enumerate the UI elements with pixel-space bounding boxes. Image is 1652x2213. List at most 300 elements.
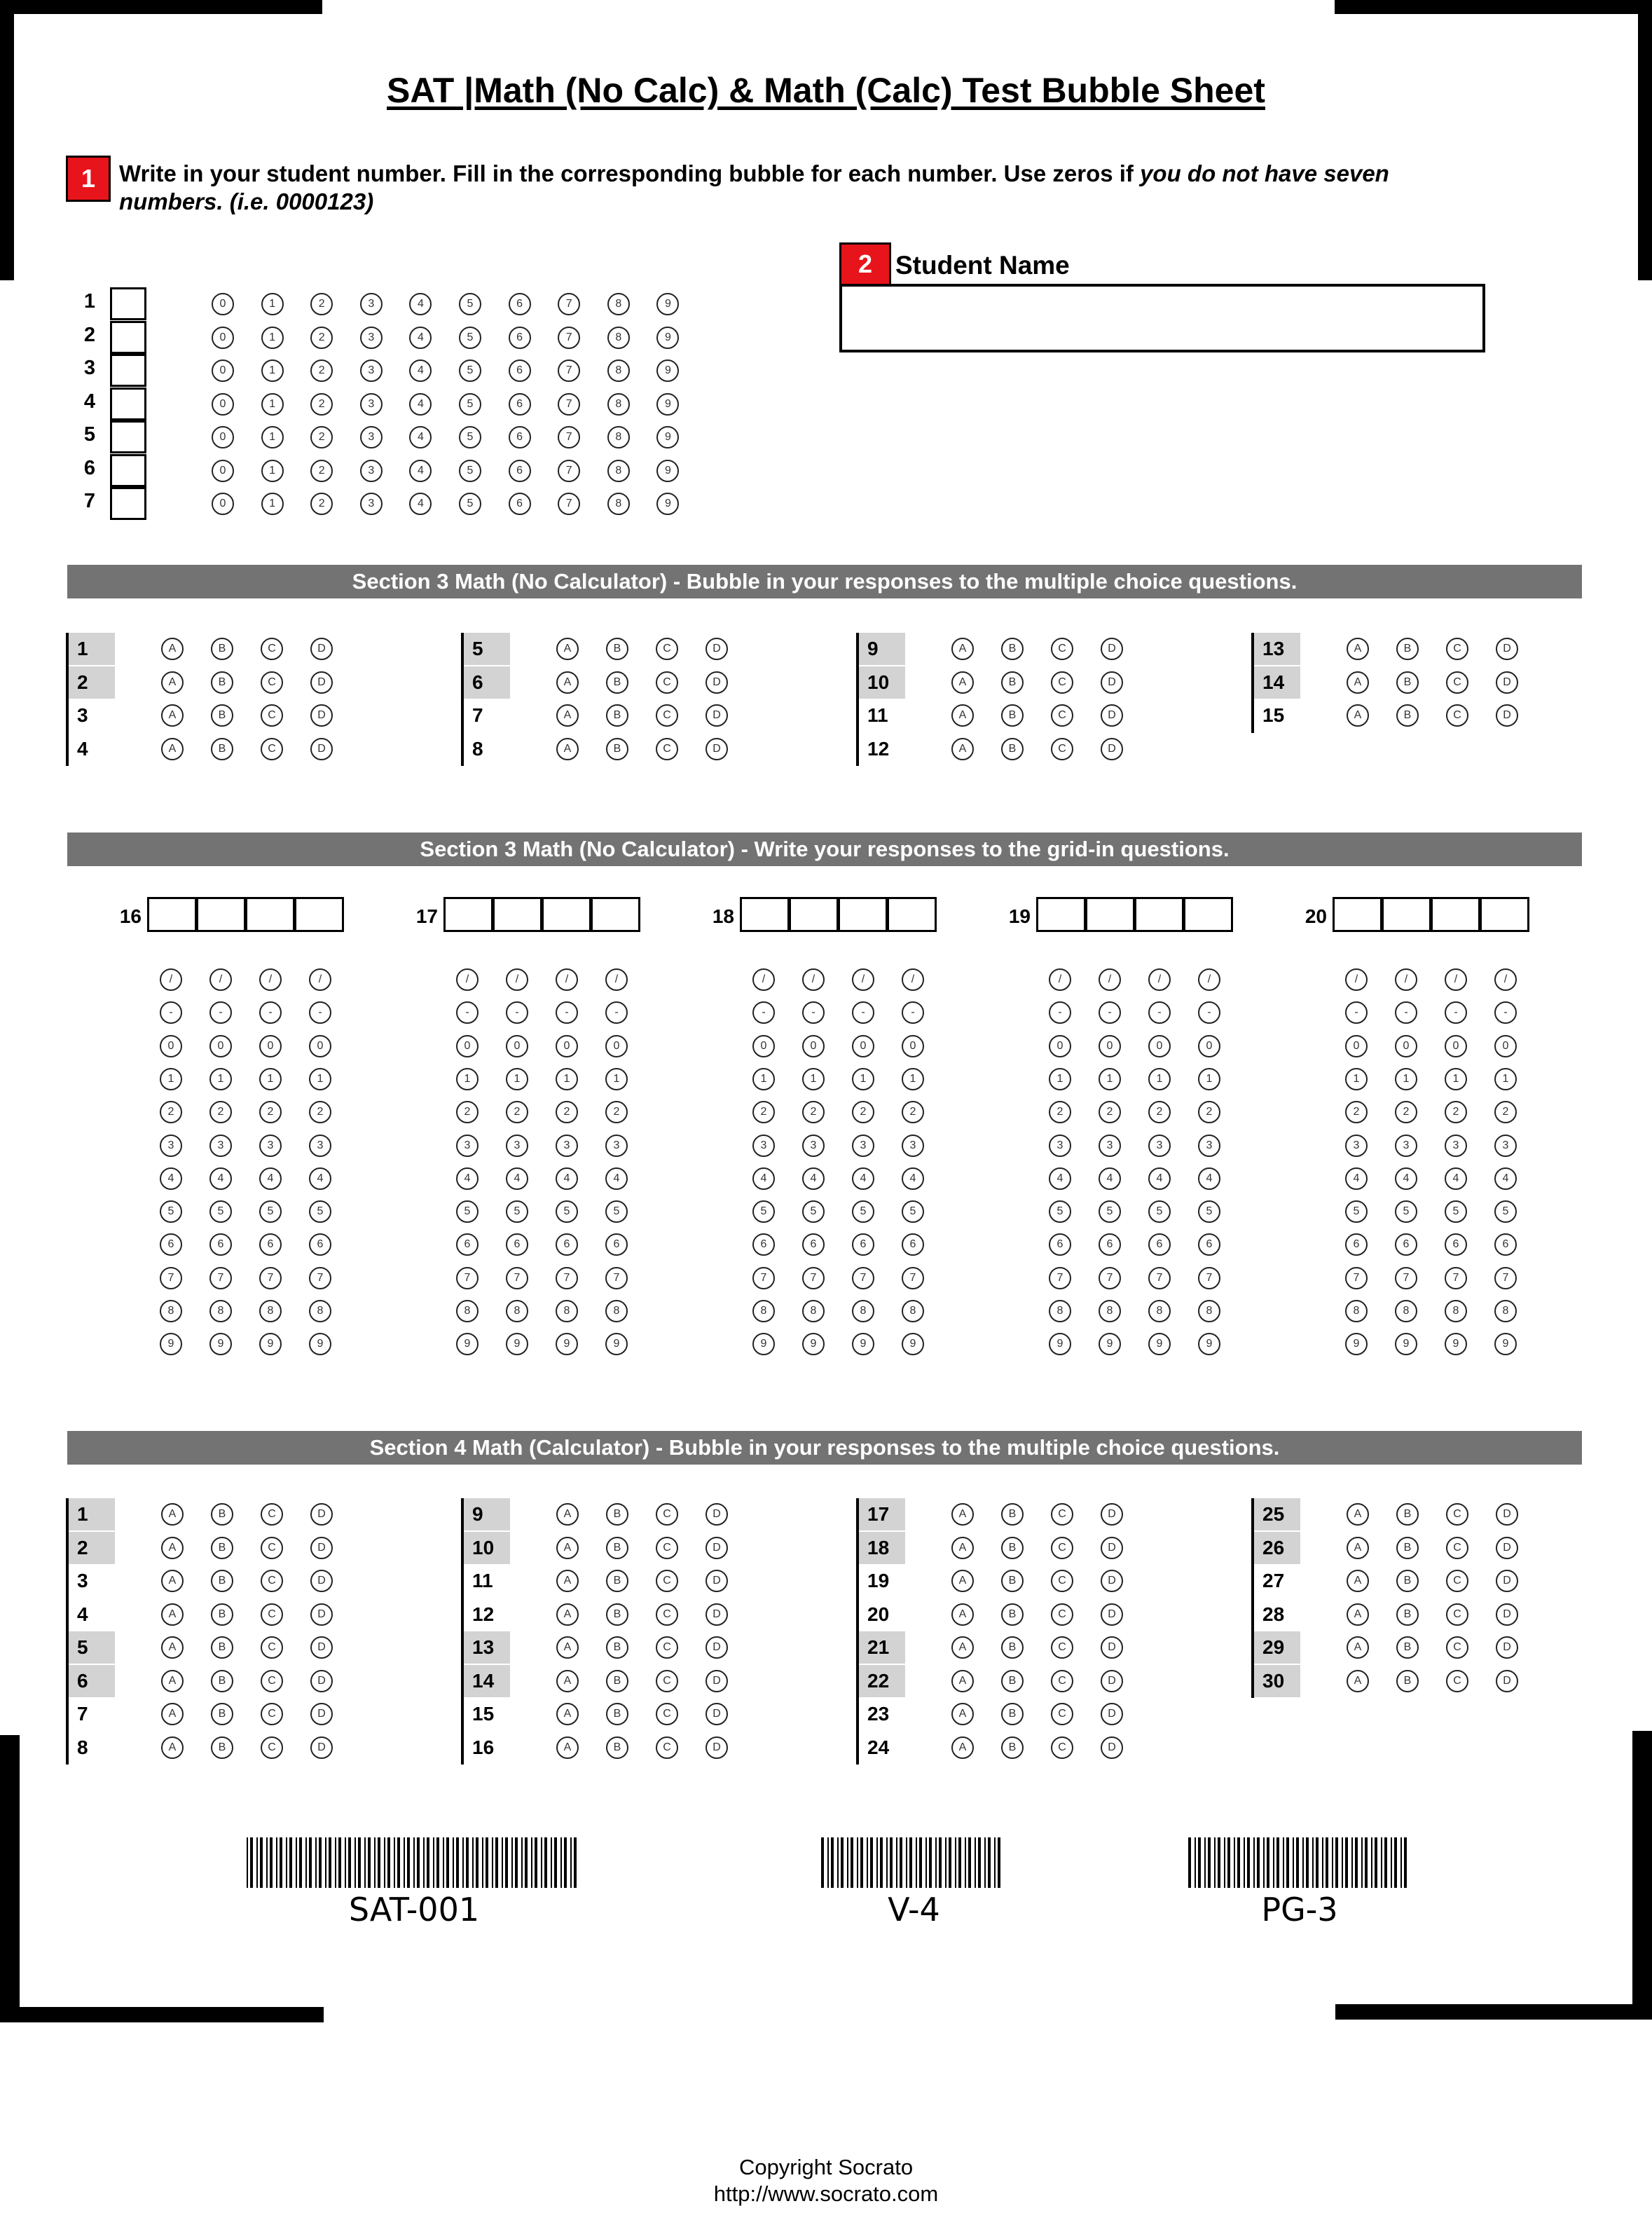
answer-bubble-b[interactable]: B bbox=[1001, 671, 1024, 694]
answer-bubble-b[interactable]: B bbox=[1001, 1736, 1024, 1759]
grid-in-bubble[interactable]: 4 bbox=[506, 1167, 528, 1190]
answer-bubble-b[interactable]: B bbox=[211, 1537, 233, 1559]
grid-in-bubble[interactable]: 8 bbox=[902, 1300, 924, 1322]
answer-bubble-d[interactable]: D bbox=[1496, 1603, 1518, 1626]
grid-in-bubble[interactable]: / bbox=[1049, 968, 1071, 991]
grid-in-bubble[interactable]: 1 bbox=[1049, 1068, 1071, 1090]
grid-in-bubble[interactable]: 0 bbox=[1494, 1035, 1517, 1057]
grid-in-bubble[interactable]: - bbox=[605, 1001, 628, 1024]
grid-in-bubble[interactable]: 0 bbox=[752, 1035, 775, 1057]
grid-in-bubble[interactable]: / bbox=[605, 968, 628, 991]
grid-in-bubble[interactable]: - bbox=[209, 1001, 232, 1024]
answer-bubble-b[interactable]: B bbox=[606, 738, 628, 760]
grid-in-bubble[interactable]: 2 bbox=[752, 1101, 775, 1123]
answer-bubble-c[interactable]: C bbox=[1446, 1670, 1468, 1692]
grid-in-bubble[interactable]: 1 bbox=[1395, 1068, 1417, 1090]
student-number-bubble[interactable]: 8 bbox=[607, 493, 630, 515]
grid-in-bubble[interactable]: 4 bbox=[1198, 1167, 1220, 1190]
grid-in-bubble[interactable]: 0 bbox=[506, 1035, 528, 1057]
grid-in-bubble[interactable]: 7 bbox=[605, 1267, 628, 1289]
grid-in-bubble[interactable]: 9 bbox=[556, 1333, 578, 1355]
answer-bubble-a[interactable]: A bbox=[556, 638, 579, 660]
answer-bubble-a[interactable]: A bbox=[161, 1503, 184, 1526]
grid-in-bubble[interactable]: 8 bbox=[1148, 1300, 1171, 1322]
answer-bubble-b[interactable]: B bbox=[606, 1670, 628, 1692]
grid-in-bubble[interactable]: 6 bbox=[1395, 1233, 1417, 1256]
student-number-bubble[interactable]: 8 bbox=[607, 327, 630, 349]
answer-bubble-a[interactable]: A bbox=[556, 1670, 579, 1692]
grid-in-bubble[interactable]: 9 bbox=[852, 1333, 874, 1355]
grid-in-bubble[interactable]: 8 bbox=[605, 1300, 628, 1322]
answer-bubble-d[interactable]: D bbox=[1496, 1570, 1518, 1592]
grid-in-bubble[interactable]: 6 bbox=[1049, 1233, 1071, 1256]
grid-in-bubble[interactable]: 4 bbox=[1494, 1167, 1517, 1190]
answer-bubble-a[interactable]: A bbox=[556, 1703, 579, 1725]
student-number-bubble[interactable]: 4 bbox=[409, 327, 432, 349]
grid-in-bubble[interactable]: 5 bbox=[556, 1200, 578, 1223]
answer-bubble-d[interactable]: D bbox=[705, 1703, 728, 1725]
answer-bubble-d[interactable]: D bbox=[310, 704, 333, 727]
grid-in-bubble[interactable]: 4 bbox=[456, 1167, 479, 1190]
grid-in-bubble[interactable]: 2 bbox=[1148, 1101, 1171, 1123]
grid-in-bubble[interactable]: - bbox=[1345, 1001, 1368, 1024]
grid-in-bubble[interactable]: 1 bbox=[556, 1068, 578, 1090]
answer-bubble-c[interactable]: C bbox=[1446, 1603, 1468, 1626]
grid-in-bubble[interactable]: 4 bbox=[802, 1167, 825, 1190]
grid-in-bubble[interactable]: 5 bbox=[259, 1200, 282, 1223]
grid-in-bubble[interactable]: 0 bbox=[160, 1035, 182, 1057]
answer-bubble-a[interactable]: A bbox=[556, 1736, 579, 1759]
grid-in-bubble[interactable]: 4 bbox=[1099, 1167, 1121, 1190]
grid-in-answer-box[interactable] bbox=[1036, 897, 1086, 932]
answer-bubble-b[interactable]: B bbox=[211, 1703, 233, 1725]
grid-in-bubble[interactable]: 0 bbox=[1395, 1035, 1417, 1057]
grid-in-answer-box[interactable] bbox=[1382, 897, 1431, 932]
grid-in-bubble[interactable]: 4 bbox=[309, 1167, 331, 1190]
grid-in-bubble[interactable]: 0 bbox=[456, 1035, 479, 1057]
grid-in-bubble[interactable]: 7 bbox=[902, 1267, 924, 1289]
grid-in-bubble[interactable]: 0 bbox=[852, 1035, 874, 1057]
student-number-digit-box[interactable] bbox=[110, 487, 146, 520]
grid-in-answer-box[interactable] bbox=[1431, 897, 1480, 932]
student-number-bubble[interactable]: 2 bbox=[310, 493, 333, 515]
grid-in-bubble[interactable]: 5 bbox=[1494, 1200, 1517, 1223]
student-number-bubble[interactable]: 6 bbox=[509, 460, 531, 482]
grid-in-bubble[interactable]: 9 bbox=[456, 1333, 479, 1355]
student-number-bubble[interactable]: 2 bbox=[310, 359, 333, 382]
grid-in-bubble[interactable]: 8 bbox=[309, 1300, 331, 1322]
grid-in-bubble[interactable]: 2 bbox=[1049, 1101, 1071, 1123]
grid-in-bubble[interactable]: 6 bbox=[259, 1233, 282, 1256]
grid-in-bubble[interactable]: 8 bbox=[456, 1300, 479, 1322]
grid-in-bubble[interactable]: 2 bbox=[456, 1101, 479, 1123]
grid-in-bubble[interactable]: 4 bbox=[852, 1167, 874, 1190]
answer-bubble-d[interactable]: D bbox=[310, 1636, 333, 1659]
grid-in-bubble[interactable]: 5 bbox=[1345, 1200, 1368, 1223]
grid-in-bubble[interactable]: 6 bbox=[1099, 1233, 1121, 1256]
grid-in-bubble[interactable]: 3 bbox=[1494, 1135, 1517, 1157]
grid-in-bubble[interactable]: 0 bbox=[605, 1035, 628, 1057]
grid-in-bubble[interactable]: 0 bbox=[556, 1035, 578, 1057]
student-number-bubble[interactable]: 4 bbox=[409, 359, 432, 382]
student-number-bubble[interactable]: 3 bbox=[360, 293, 383, 315]
grid-in-bubble[interactable]: 0 bbox=[1198, 1035, 1220, 1057]
answer-bubble-c[interactable]: C bbox=[656, 1503, 678, 1526]
grid-in-bubble[interactable]: 5 bbox=[456, 1200, 479, 1223]
grid-in-bubble[interactable]: 5 bbox=[1049, 1200, 1071, 1223]
grid-in-answer-box[interactable] bbox=[294, 897, 344, 932]
grid-in-bubble[interactable]: 0 bbox=[1445, 1035, 1467, 1057]
answer-bubble-b[interactable]: B bbox=[1396, 1570, 1419, 1592]
answer-bubble-b[interactable]: B bbox=[606, 1503, 628, 1526]
answer-bubble-a[interactable]: A bbox=[161, 638, 184, 660]
grid-in-bubble[interactable]: / bbox=[309, 968, 331, 991]
grid-in-bubble[interactable]: 9 bbox=[259, 1333, 282, 1355]
grid-in-bubble[interactable]: 5 bbox=[902, 1200, 924, 1223]
grid-in-bubble[interactable]: 3 bbox=[1445, 1135, 1467, 1157]
student-number-bubble[interactable]: 1 bbox=[261, 460, 284, 482]
answer-bubble-c[interactable]: C bbox=[1051, 638, 1073, 660]
grid-in-bubble[interactable]: 1 bbox=[1445, 1068, 1467, 1090]
answer-bubble-d[interactable]: D bbox=[705, 1670, 728, 1692]
grid-in-bubble[interactable]: 7 bbox=[556, 1267, 578, 1289]
answer-bubble-c[interactable]: C bbox=[1446, 1537, 1468, 1559]
grid-in-bubble[interactable]: 3 bbox=[802, 1135, 825, 1157]
grid-in-bubble[interactable]: 0 bbox=[1099, 1035, 1121, 1057]
answer-bubble-d[interactable]: D bbox=[310, 1736, 333, 1759]
grid-in-bubble[interactable]: / bbox=[1099, 968, 1121, 991]
grid-in-bubble[interactable]: 2 bbox=[1198, 1101, 1220, 1123]
grid-in-bubble[interactable]: 6 bbox=[209, 1233, 232, 1256]
grid-in-bubble[interactable]: 4 bbox=[1445, 1167, 1467, 1190]
answer-bubble-a[interactable]: A bbox=[556, 1503, 579, 1526]
student-number-bubble[interactable]: 4 bbox=[409, 460, 432, 482]
grid-in-answer-box[interactable] bbox=[443, 897, 493, 932]
grid-in-bubble[interactable]: / bbox=[1494, 968, 1517, 991]
grid-in-bubble[interactable]: 2 bbox=[852, 1101, 874, 1123]
grid-in-answer-box[interactable] bbox=[740, 897, 790, 932]
answer-bubble-c[interactable]: C bbox=[656, 638, 678, 660]
answer-bubble-c[interactable]: C bbox=[1051, 1537, 1073, 1559]
grid-in-answer-box[interactable] bbox=[147, 897, 197, 932]
answer-bubble-b[interactable]: B bbox=[606, 671, 628, 694]
student-number-bubble[interactable]: 9 bbox=[656, 426, 679, 448]
grid-in-bubble[interactable]: 7 bbox=[1198, 1267, 1220, 1289]
answer-bubble-c[interactable]: C bbox=[261, 704, 283, 727]
answer-bubble-a[interactable]: A bbox=[161, 1537, 184, 1559]
grid-in-bubble[interactable]: 0 bbox=[1049, 1035, 1071, 1057]
grid-in-bubble[interactable]: 1 bbox=[1345, 1068, 1368, 1090]
grid-in-bubble[interactable]: 2 bbox=[605, 1101, 628, 1123]
grid-in-bubble[interactable]: 8 bbox=[1494, 1300, 1517, 1322]
grid-in-bubble[interactable]: 8 bbox=[506, 1300, 528, 1322]
answer-bubble-b[interactable]: B bbox=[606, 1636, 628, 1659]
grid-in-bubble[interactable]: - bbox=[556, 1001, 578, 1024]
grid-in-bubble[interactable]: 8 bbox=[752, 1300, 775, 1322]
grid-in-bubble[interactable]: 9 bbox=[605, 1333, 628, 1355]
student-number-bubble[interactable]: 1 bbox=[261, 327, 284, 349]
answer-bubble-c[interactable]: C bbox=[261, 1603, 283, 1626]
grid-in-bubble[interactable]: 2 bbox=[160, 1101, 182, 1123]
answer-bubble-a[interactable]: A bbox=[556, 1603, 579, 1626]
grid-in-bubble[interactable]: 1 bbox=[852, 1068, 874, 1090]
student-number-bubble[interactable]: 3 bbox=[360, 393, 383, 416]
answer-bubble-b[interactable]: B bbox=[606, 1603, 628, 1626]
grid-in-bubble[interactable]: 3 bbox=[1345, 1135, 1368, 1157]
grid-in-bubble[interactable]: 2 bbox=[259, 1101, 282, 1123]
grid-in-bubble[interactable]: 0 bbox=[902, 1035, 924, 1057]
student-number-bubble[interactable]: 3 bbox=[360, 359, 383, 382]
student-number-bubble[interactable]: 1 bbox=[261, 426, 284, 448]
answer-bubble-b[interactable]: B bbox=[1396, 1503, 1419, 1526]
answer-bubble-a[interactable]: A bbox=[556, 1636, 579, 1659]
grid-in-bubble[interactable]: 0 bbox=[1148, 1035, 1171, 1057]
answer-bubble-d[interactable]: D bbox=[705, 1537, 728, 1559]
answer-bubble-a[interactable]: A bbox=[951, 638, 974, 660]
answer-bubble-a[interactable]: A bbox=[556, 671, 579, 694]
student-number-bubble[interactable]: 0 bbox=[212, 393, 234, 416]
grid-in-bubble[interactable]: 0 bbox=[309, 1035, 331, 1057]
grid-in-bubble[interactable]: 7 bbox=[1049, 1267, 1071, 1289]
grid-in-bubble[interactable]: 7 bbox=[1345, 1267, 1368, 1289]
student-number-bubble[interactable]: 7 bbox=[558, 493, 580, 515]
answer-bubble-a[interactable]: A bbox=[951, 1503, 974, 1526]
student-number-bubble[interactable]: 2 bbox=[310, 460, 333, 482]
grid-in-bubble[interactable]: 5 bbox=[802, 1200, 825, 1223]
answer-bubble-b[interactable]: B bbox=[1396, 671, 1419, 694]
answer-bubble-b[interactable]: B bbox=[1001, 1537, 1024, 1559]
student-number-bubble[interactable]: 8 bbox=[607, 426, 630, 448]
grid-in-bubble[interactable]: 4 bbox=[1345, 1167, 1368, 1190]
answer-bubble-c[interactable]: C bbox=[1446, 671, 1468, 694]
answer-bubble-d[interactable]: D bbox=[310, 671, 333, 694]
grid-in-bubble[interactable]: 2 bbox=[556, 1101, 578, 1123]
grid-in-bubble[interactable]: 2 bbox=[1099, 1101, 1121, 1123]
student-number-bubble[interactable]: 7 bbox=[558, 460, 580, 482]
answer-bubble-c[interactable]: C bbox=[261, 1636, 283, 1659]
student-number-bubble[interactable]: 5 bbox=[459, 393, 481, 416]
grid-in-bubble[interactable]: 4 bbox=[1049, 1167, 1071, 1190]
grid-in-bubble[interactable]: 6 bbox=[752, 1233, 775, 1256]
grid-in-bubble[interactable]: 2 bbox=[1345, 1101, 1368, 1123]
answer-bubble-c[interactable]: C bbox=[656, 1636, 678, 1659]
answer-bubble-d[interactable]: D bbox=[1496, 638, 1518, 660]
answer-bubble-a[interactable]: A bbox=[161, 704, 184, 727]
grid-in-bubble[interactable]: 9 bbox=[309, 1333, 331, 1355]
grid-in-bubble[interactable]: 3 bbox=[309, 1135, 331, 1157]
grid-in-bubble[interactable]: 1 bbox=[1494, 1068, 1517, 1090]
grid-in-bubble[interactable]: / bbox=[506, 968, 528, 991]
grid-in-bubble[interactable]: 3 bbox=[605, 1135, 628, 1157]
answer-bubble-d[interactable]: D bbox=[705, 1503, 728, 1526]
grid-in-bubble[interactable]: 3 bbox=[160, 1135, 182, 1157]
grid-in-bubble[interactable]: 6 bbox=[309, 1233, 331, 1256]
answer-bubble-b[interactable]: B bbox=[211, 1636, 233, 1659]
grid-in-bubble[interactable]: - bbox=[506, 1001, 528, 1024]
answer-bubble-c[interactable]: C bbox=[656, 1670, 678, 1692]
grid-in-bubble[interactable]: - bbox=[1148, 1001, 1171, 1024]
grid-in-bubble[interactable]: 8 bbox=[209, 1300, 232, 1322]
grid-in-bubble[interactable]: 3 bbox=[752, 1135, 775, 1157]
grid-in-bubble[interactable]: 9 bbox=[1445, 1333, 1467, 1355]
grid-in-bubble[interactable]: 1 bbox=[506, 1068, 528, 1090]
grid-in-bubble[interactable]: 1 bbox=[456, 1068, 479, 1090]
student-number-bubble[interactable]: 6 bbox=[509, 359, 531, 382]
answer-bubble-c[interactable]: C bbox=[1446, 1570, 1468, 1592]
answer-bubble-c[interactable]: C bbox=[656, 1570, 678, 1592]
student-number-bubble[interactable]: 7 bbox=[558, 393, 580, 416]
grid-in-answer-box[interactable] bbox=[838, 897, 888, 932]
student-number-bubble[interactable]: 3 bbox=[360, 327, 383, 349]
answer-bubble-d[interactable]: D bbox=[1496, 671, 1518, 694]
student-number-bubble[interactable]: 2 bbox=[310, 393, 333, 416]
answer-bubble-a[interactable]: A bbox=[1347, 1636, 1369, 1659]
grid-in-bubble[interactable]: 3 bbox=[902, 1135, 924, 1157]
student-number-bubble[interactable]: 1 bbox=[261, 393, 284, 416]
answer-bubble-c[interactable]: C bbox=[1446, 704, 1468, 727]
grid-in-bubble[interactable]: - bbox=[259, 1001, 282, 1024]
grid-in-bubble[interactable]: 8 bbox=[1445, 1300, 1467, 1322]
student-number-bubble[interactable]: 6 bbox=[509, 327, 531, 349]
grid-in-bubble[interactable]: 1 bbox=[1148, 1068, 1171, 1090]
answer-bubble-c[interactable]: C bbox=[1051, 1670, 1073, 1692]
grid-in-bubble[interactable]: 5 bbox=[1395, 1200, 1417, 1223]
grid-in-answer-box[interactable] bbox=[1085, 897, 1135, 932]
answer-bubble-b[interactable]: B bbox=[1396, 1603, 1419, 1626]
answer-bubble-c[interactable]: C bbox=[1446, 638, 1468, 660]
answer-bubble-b[interactable]: B bbox=[211, 671, 233, 694]
answer-bubble-b[interactable]: B bbox=[1001, 1636, 1024, 1659]
student-number-bubble[interactable]: 5 bbox=[459, 493, 481, 515]
answer-bubble-c[interactable]: C bbox=[1446, 1636, 1468, 1659]
grid-in-bubble[interactable]: 6 bbox=[605, 1233, 628, 1256]
answer-bubble-b[interactable]: B bbox=[606, 638, 628, 660]
grid-in-answer-box[interactable] bbox=[789, 897, 839, 932]
student-number-bubble[interactable]: 9 bbox=[656, 460, 679, 482]
answer-bubble-d[interactable]: D bbox=[1101, 1703, 1123, 1725]
student-number-bubble[interactable]: 7 bbox=[558, 327, 580, 349]
answer-bubble-a[interactable]: A bbox=[951, 1570, 974, 1592]
answer-bubble-d[interactable]: D bbox=[1101, 1603, 1123, 1626]
grid-in-answer-box[interactable] bbox=[542, 897, 591, 932]
grid-in-bubble[interactable]: 3 bbox=[1148, 1135, 1171, 1157]
grid-in-bubble[interactable]: 3 bbox=[852, 1135, 874, 1157]
grid-in-bubble[interactable]: / bbox=[1395, 968, 1417, 991]
answer-bubble-d[interactable]: D bbox=[1496, 1537, 1518, 1559]
grid-in-bubble[interactable]: 5 bbox=[309, 1200, 331, 1223]
answer-bubble-c[interactable]: C bbox=[1051, 1703, 1073, 1725]
student-number-digit-box[interactable] bbox=[110, 388, 146, 420]
answer-bubble-c[interactable]: C bbox=[656, 1703, 678, 1725]
grid-in-bubble[interactable]: 4 bbox=[1395, 1167, 1417, 1190]
answer-bubble-a[interactable]: A bbox=[951, 704, 974, 727]
grid-in-answer-box[interactable] bbox=[1183, 897, 1233, 932]
answer-bubble-c[interactable]: C bbox=[261, 1537, 283, 1559]
grid-in-bubble[interactable]: / bbox=[1345, 968, 1368, 991]
answer-bubble-b[interactable]: B bbox=[1001, 1670, 1024, 1692]
answer-bubble-a[interactable]: A bbox=[161, 1636, 184, 1659]
answer-bubble-c[interactable]: C bbox=[656, 704, 678, 727]
answer-bubble-c[interactable]: C bbox=[1051, 1636, 1073, 1659]
answer-bubble-b[interactable]: B bbox=[1001, 638, 1024, 660]
grid-in-bubble[interactable]: 6 bbox=[902, 1233, 924, 1256]
student-number-bubble[interactable]: 6 bbox=[509, 393, 531, 416]
grid-in-bubble[interactable]: / bbox=[902, 968, 924, 991]
grid-in-bubble[interactable]: 2 bbox=[802, 1101, 825, 1123]
student-number-bubble[interactable]: 7 bbox=[558, 426, 580, 448]
grid-in-bubble[interactable]: 7 bbox=[1148, 1267, 1171, 1289]
grid-in-bubble[interactable]: 6 bbox=[456, 1233, 479, 1256]
answer-bubble-c[interactable]: C bbox=[656, 1736, 678, 1759]
answer-bubble-d[interactable]: D bbox=[1101, 704, 1123, 727]
answer-bubble-c[interactable]: C bbox=[261, 1670, 283, 1692]
student-number-bubble[interactable]: 9 bbox=[656, 327, 679, 349]
answer-bubble-d[interactable]: D bbox=[310, 1703, 333, 1725]
grid-in-bubble[interactable]: 8 bbox=[1099, 1300, 1121, 1322]
grid-in-bubble[interactable]: 6 bbox=[556, 1233, 578, 1256]
student-number-bubble[interactable]: 3 bbox=[360, 460, 383, 482]
grid-in-bubble[interactable]: 4 bbox=[209, 1167, 232, 1190]
grid-in-bubble[interactable]: / bbox=[802, 968, 825, 991]
answer-bubble-a[interactable]: A bbox=[1347, 1670, 1369, 1692]
answer-bubble-d[interactable]: D bbox=[1101, 738, 1123, 760]
answer-bubble-c[interactable]: C bbox=[261, 1703, 283, 1725]
student-number-bubble[interactable]: 3 bbox=[360, 426, 383, 448]
student-number-bubble[interactable]: 0 bbox=[212, 426, 234, 448]
grid-in-bubble[interactable]: 7 bbox=[259, 1267, 282, 1289]
grid-in-bubble[interactable]: 6 bbox=[1345, 1233, 1368, 1256]
student-number-bubble[interactable]: 8 bbox=[607, 359, 630, 382]
answer-bubble-a[interactable]: A bbox=[951, 738, 974, 760]
answer-bubble-d[interactable]: D bbox=[705, 704, 728, 727]
answer-bubble-c[interactable]: C bbox=[1446, 1503, 1468, 1526]
student-number-bubble[interactable]: 9 bbox=[656, 359, 679, 382]
student-number-bubble[interactable]: 0 bbox=[212, 359, 234, 382]
grid-in-bubble[interactable]: / bbox=[1148, 968, 1171, 991]
student-number-digit-box[interactable] bbox=[110, 354, 146, 387]
answer-bubble-b[interactable]: B bbox=[211, 1570, 233, 1592]
grid-in-bubble[interactable]: - bbox=[902, 1001, 924, 1024]
student-number-bubble[interactable]: 7 bbox=[558, 293, 580, 315]
student-number-bubble[interactable]: 8 bbox=[607, 460, 630, 482]
student-number-bubble[interactable]: 0 bbox=[212, 460, 234, 482]
grid-in-bubble[interactable]: 5 bbox=[1445, 1200, 1467, 1223]
student-number-bubble[interactable]: 0 bbox=[212, 327, 234, 349]
grid-in-bubble[interactable]: 5 bbox=[605, 1200, 628, 1223]
grid-in-bubble[interactable]: 9 bbox=[802, 1333, 825, 1355]
student-number-bubble[interactable]: 4 bbox=[409, 426, 432, 448]
answer-bubble-a[interactable]: A bbox=[556, 1537, 579, 1559]
answer-bubble-d[interactable]: D bbox=[1101, 1736, 1123, 1759]
grid-in-bubble[interactable]: 8 bbox=[852, 1300, 874, 1322]
grid-in-bubble[interactable]: 4 bbox=[752, 1167, 775, 1190]
answer-bubble-d[interactable]: D bbox=[705, 738, 728, 760]
answer-bubble-b[interactable]: B bbox=[1001, 1570, 1024, 1592]
answer-bubble-d[interactable]: D bbox=[1496, 704, 1518, 727]
answer-bubble-d[interactable]: D bbox=[1496, 1503, 1518, 1526]
answer-bubble-a[interactable]: A bbox=[556, 704, 579, 727]
answer-bubble-c[interactable]: C bbox=[1051, 1603, 1073, 1626]
grid-in-bubble[interactable]: 2 bbox=[506, 1101, 528, 1123]
grid-in-bubble[interactable]: 7 bbox=[852, 1267, 874, 1289]
grid-in-bubble[interactable]: 3 bbox=[456, 1135, 479, 1157]
student-number-bubble[interactable]: 4 bbox=[409, 493, 432, 515]
grid-in-bubble[interactable]: - bbox=[852, 1001, 874, 1024]
grid-in-bubble[interactable]: 7 bbox=[1395, 1267, 1417, 1289]
grid-in-answer-box[interactable] bbox=[1134, 897, 1184, 932]
answer-bubble-a[interactable]: A bbox=[1347, 1570, 1369, 1592]
student-number-bubble[interactable]: 6 bbox=[509, 293, 531, 315]
